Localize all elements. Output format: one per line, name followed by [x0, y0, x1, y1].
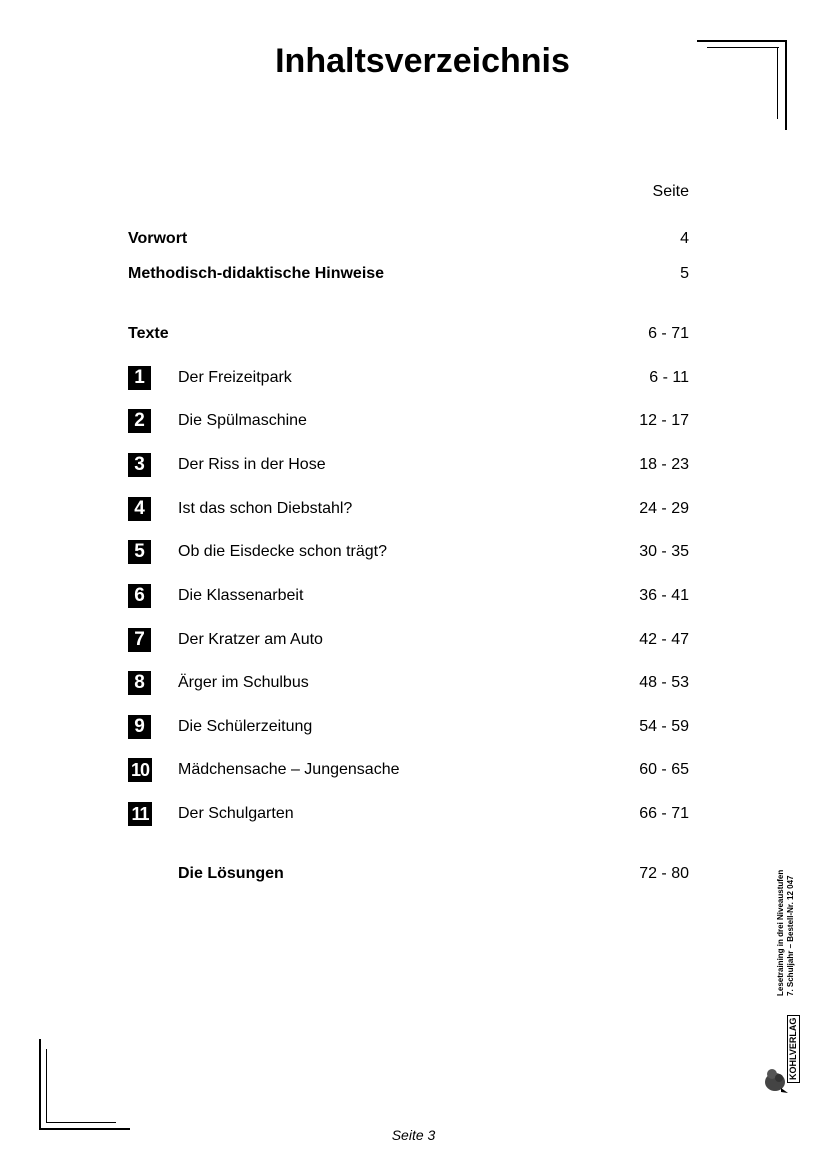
toc-entry-page: 5	[680, 265, 689, 282]
publisher-logo: KOHLVERLAG	[787, 1015, 800, 1083]
corner-line-top-outer-h	[697, 40, 787, 42]
chapter-row	[128, 584, 689, 608]
chapter-title: Der Schulgarten	[178, 805, 294, 822]
chapter-number-badge: 7	[128, 628, 151, 652]
publisher-mascot-icon	[763, 1064, 789, 1094]
chapter-number-badge: 8	[128, 671, 151, 695]
chapter-pages: 48 - 53	[639, 674, 689, 691]
chapter-title: Ist das schon Diebstahl?	[178, 500, 353, 517]
chapter-row	[128, 540, 689, 564]
chapter-row	[128, 497, 689, 521]
toc-entry-label: Vorwort	[128, 230, 188, 247]
corner-line-bottom-inner-h	[46, 1122, 116, 1123]
corner-line-top-outer-v	[785, 40, 787, 130]
chapter-pages: 66 - 71	[639, 805, 689, 822]
page-footer: Seite 3	[391, 1127, 436, 1143]
corner-line-top-inner-h	[707, 47, 779, 48]
chapter-row	[128, 758, 689, 782]
chapter-number-badge: 2	[128, 409, 151, 433]
chapter-row	[128, 628, 689, 652]
corner-line-bottom-inner-v	[46, 1049, 47, 1122]
chapter-row	[128, 409, 689, 433]
chapter-number-badge: 5	[128, 540, 151, 564]
toc-entry-label: Texte	[128, 325, 169, 342]
chapter-pages: 24 - 29	[639, 500, 689, 517]
chapter-title: Mädchensache – Jungensache	[178, 761, 400, 778]
chapter-number-badge: 1	[128, 366, 151, 390]
toc-entry-page: 4	[680, 230, 689, 247]
chapter-title: Die Spülmaschine	[178, 412, 307, 429]
toc-entry-vorwort	[128, 227, 689, 251]
corner-line-bottom-outer-v	[39, 1039, 41, 1130]
chapter-title: Der Kratzer am Auto	[178, 631, 323, 648]
seite-column-header: Seite	[652, 183, 689, 200]
toc-entry-loesungen	[128, 862, 689, 886]
toc-entry-page: 6 - 71	[648, 325, 689, 342]
chapter-row	[128, 715, 689, 739]
chapter-title: Die Klassenarbeit	[178, 587, 304, 604]
chapter-number-badge: 4	[128, 497, 151, 521]
toc-entry-label: Methodisch-didaktische Hinweise	[128, 265, 385, 282]
toc-entry-label: Die Lösungen	[178, 865, 284, 882]
chapter-pages: 30 - 35	[639, 543, 689, 560]
chapter-pages: 60 - 65	[639, 761, 689, 778]
page-title: Inhaltsverzeichnis	[275, 42, 570, 80]
chapter-number-badge: 3	[128, 453, 151, 477]
chapter-title: Ärger im Schulbus	[178, 674, 309, 691]
chapter-pages: 36 - 41	[639, 587, 689, 604]
sidebar-line-2: 7. Schuljahr – Bestell-Nr. 12 047	[786, 875, 795, 996]
chapter-number-badge: 11	[128, 802, 152, 826]
chapter-pages: 54 - 59	[639, 718, 689, 735]
chapter-title: Der Riss in der Hose	[178, 456, 326, 473]
chapter-title: Der Freizeitpark	[178, 369, 292, 386]
chapter-title: Ob die Eisdecke schon trägt?	[178, 543, 388, 560]
toc-entry-page: 72 - 80	[639, 865, 689, 882]
sidebar-imprint	[776, 796, 796, 996]
chapter-number-badge: 10	[128, 758, 152, 782]
chapter-pages: 6 - 11	[649, 369, 689, 386]
chapter-pages: 12 - 17	[639, 412, 689, 429]
chapter-pages: 18 - 23	[639, 456, 689, 473]
chapter-number-badge: 6	[128, 584, 151, 608]
chapter-number-badge: 9	[128, 715, 151, 739]
sidebar-line-1: Lesetraining in drei Niveaustufen	[776, 869, 785, 996]
chapter-pages: 42 - 47	[639, 631, 689, 648]
chapter-row	[128, 453, 689, 477]
toc-entry-texte	[128, 322, 689, 346]
corner-line-top-inner-v	[777, 47, 778, 119]
chapter-row	[128, 671, 689, 695]
chapter-title: Die Schülerzeitung	[178, 718, 313, 735]
chapter-row	[128, 802, 689, 826]
chapter-row	[128, 366, 689, 390]
toc-entry-hinweise	[128, 262, 689, 286]
